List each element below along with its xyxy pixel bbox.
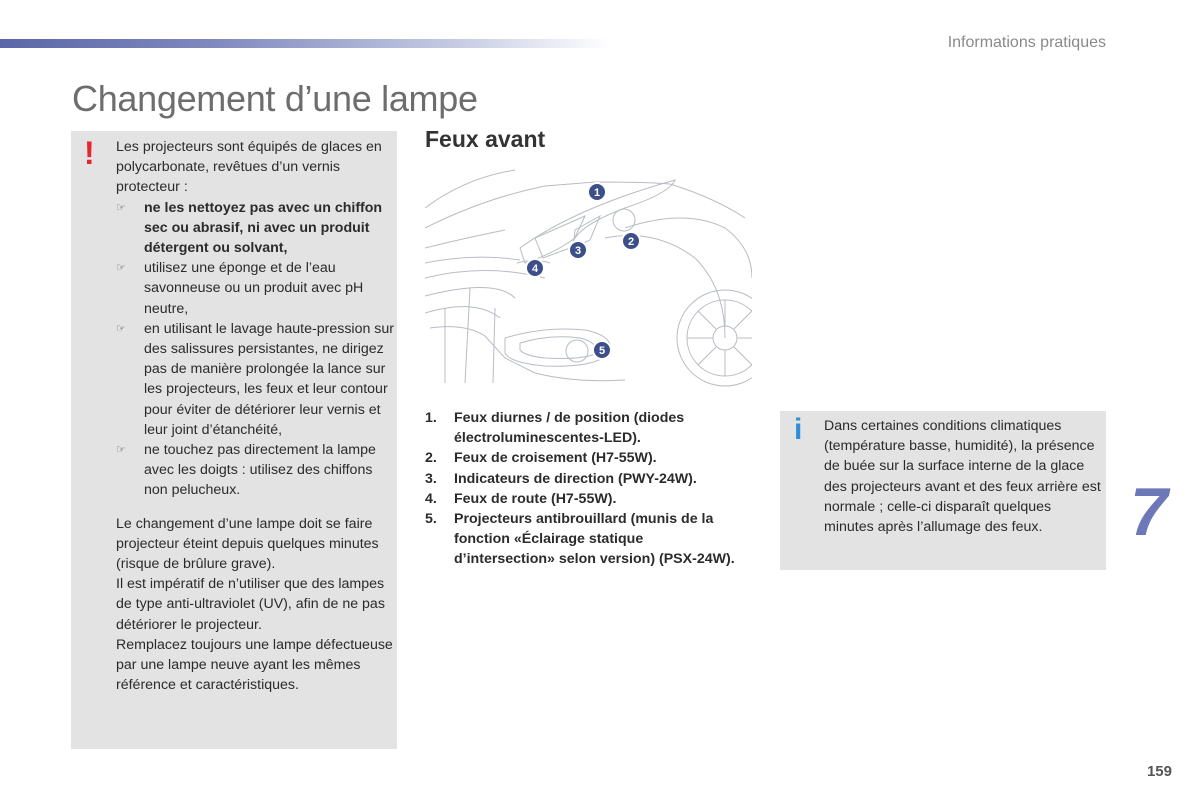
header-accent-bar	[0, 39, 610, 48]
marker-label: 5	[598, 345, 606, 357]
warning-text	[116, 137, 394, 695]
hand-pointer-icon: ☞	[116, 201, 126, 214]
marker-label: 1	[593, 187, 601, 199]
info-text: Dans certaines conditions climatiques (température basse, humidité), la présence de buée sur la surface interne de la glace des projecteurs avant et des feux arrière est normale ; celle-ci disparaît quelques minutes après l’allumage des feux.	[824, 418, 1101, 536]
hand-pointer-icon: ☞	[116, 322, 126, 335]
warning-list	[116, 198, 394, 501]
marker-5	[593, 341, 611, 359]
marker-label: 3	[574, 245, 582, 257]
marker-label: 2	[627, 236, 635, 248]
chapter-number: 7	[1130, 474, 1168, 550]
hand-pointer-icon: ☞	[116, 262, 126, 275]
list-item	[425, 469, 745, 489]
list-number: 4.	[425, 490, 437, 507]
list-item	[116, 440, 394, 501]
warning-paragraph-3: Remplacez toujours une lampe défectueuse par une lampe neuve ayant les mêmes référence et caractéristiques.	[116, 636, 393, 694]
list-item	[116, 198, 394, 259]
list-item	[425, 489, 745, 509]
warning-intro: Les projecteurs sont équipés de glaces en polycarbonate, revêtues d’un vernis protecteur :	[116, 139, 382, 196]
list-text: Projecteurs antibrouillard (munis de la fonction «Éclairage statique d’intersection» selon version) (PSX-24W).	[454, 511, 735, 568]
exclamation-icon: !	[84, 135, 95, 171]
lamp-list	[425, 408, 745, 570]
headlight-diagram	[425, 168, 752, 390]
warning-paragraph-2: Il est impératif de n’utiliser que des lampes de type anti-ultraviolet (UV), afin de ne pas détériorer le projecteur.	[116, 576, 385, 633]
list-text: Indicateurs de direction (PWY-24W).	[454, 470, 697, 487]
warning-item-bold: ne les nettoyez pas avec un chiffon sec ou abrasif, ni avec un produit détergent ou solvant,	[144, 199, 383, 257]
warning-paragraph: Le changement d’une lampe doit se faire projecteur éteint depuis quelques minutes (risque de brûlure grave).	[116, 515, 379, 573]
list-number: 2.	[425, 450, 437, 467]
list-text: Feux diurnes / de position (diodes électroluminescentes-LED).	[454, 410, 685, 447]
marker-1	[588, 183, 606, 201]
page-number: 159	[1146, 763, 1172, 780]
list-number: 3.	[425, 470, 437, 487]
list-text: Feux de route (H7-55W).	[454, 490, 617, 507]
warning-item-text: ne touchez pas directement la lampe avec les doigts : utilisez des chiffons non pelucheux.	[144, 442, 376, 499]
section-header: Informations pratiques	[947, 34, 1106, 51]
marker-label: 4	[531, 263, 539, 275]
list-item	[425, 448, 745, 468]
list-text: Feux de croisement (H7-55W).	[454, 450, 657, 467]
list-item	[116, 258, 394, 319]
list-number: 1.	[425, 410, 437, 426]
warning-item-text: utilisez une éponge et de l’eau savonneuse ou un produit avec pH neutre,	[144, 260, 364, 317]
list-item	[425, 509, 745, 570]
page-title: Changement d’une lampe	[72, 78, 478, 119]
section-subtitle: Feux avant	[425, 126, 546, 152]
list-number: 5.	[425, 511, 437, 528]
marker-3	[569, 241, 587, 259]
info-icon: i	[794, 413, 803, 446]
list-item	[116, 319, 394, 440]
warning-item-text: en utilisant le lavage haute-pression sur des salissures persistantes, ne dirigez pas de manière prolongée la lance sur les projecteurs, les feux et leur contour pour éviter de détériorer leur vernis et leur joint d’étanchéité,	[144, 320, 395, 438]
marker-2	[622, 232, 640, 250]
list-item	[425, 408, 745, 448]
hand-pointer-icon: ☞	[116, 444, 126, 457]
marker-4	[526, 259, 544, 277]
